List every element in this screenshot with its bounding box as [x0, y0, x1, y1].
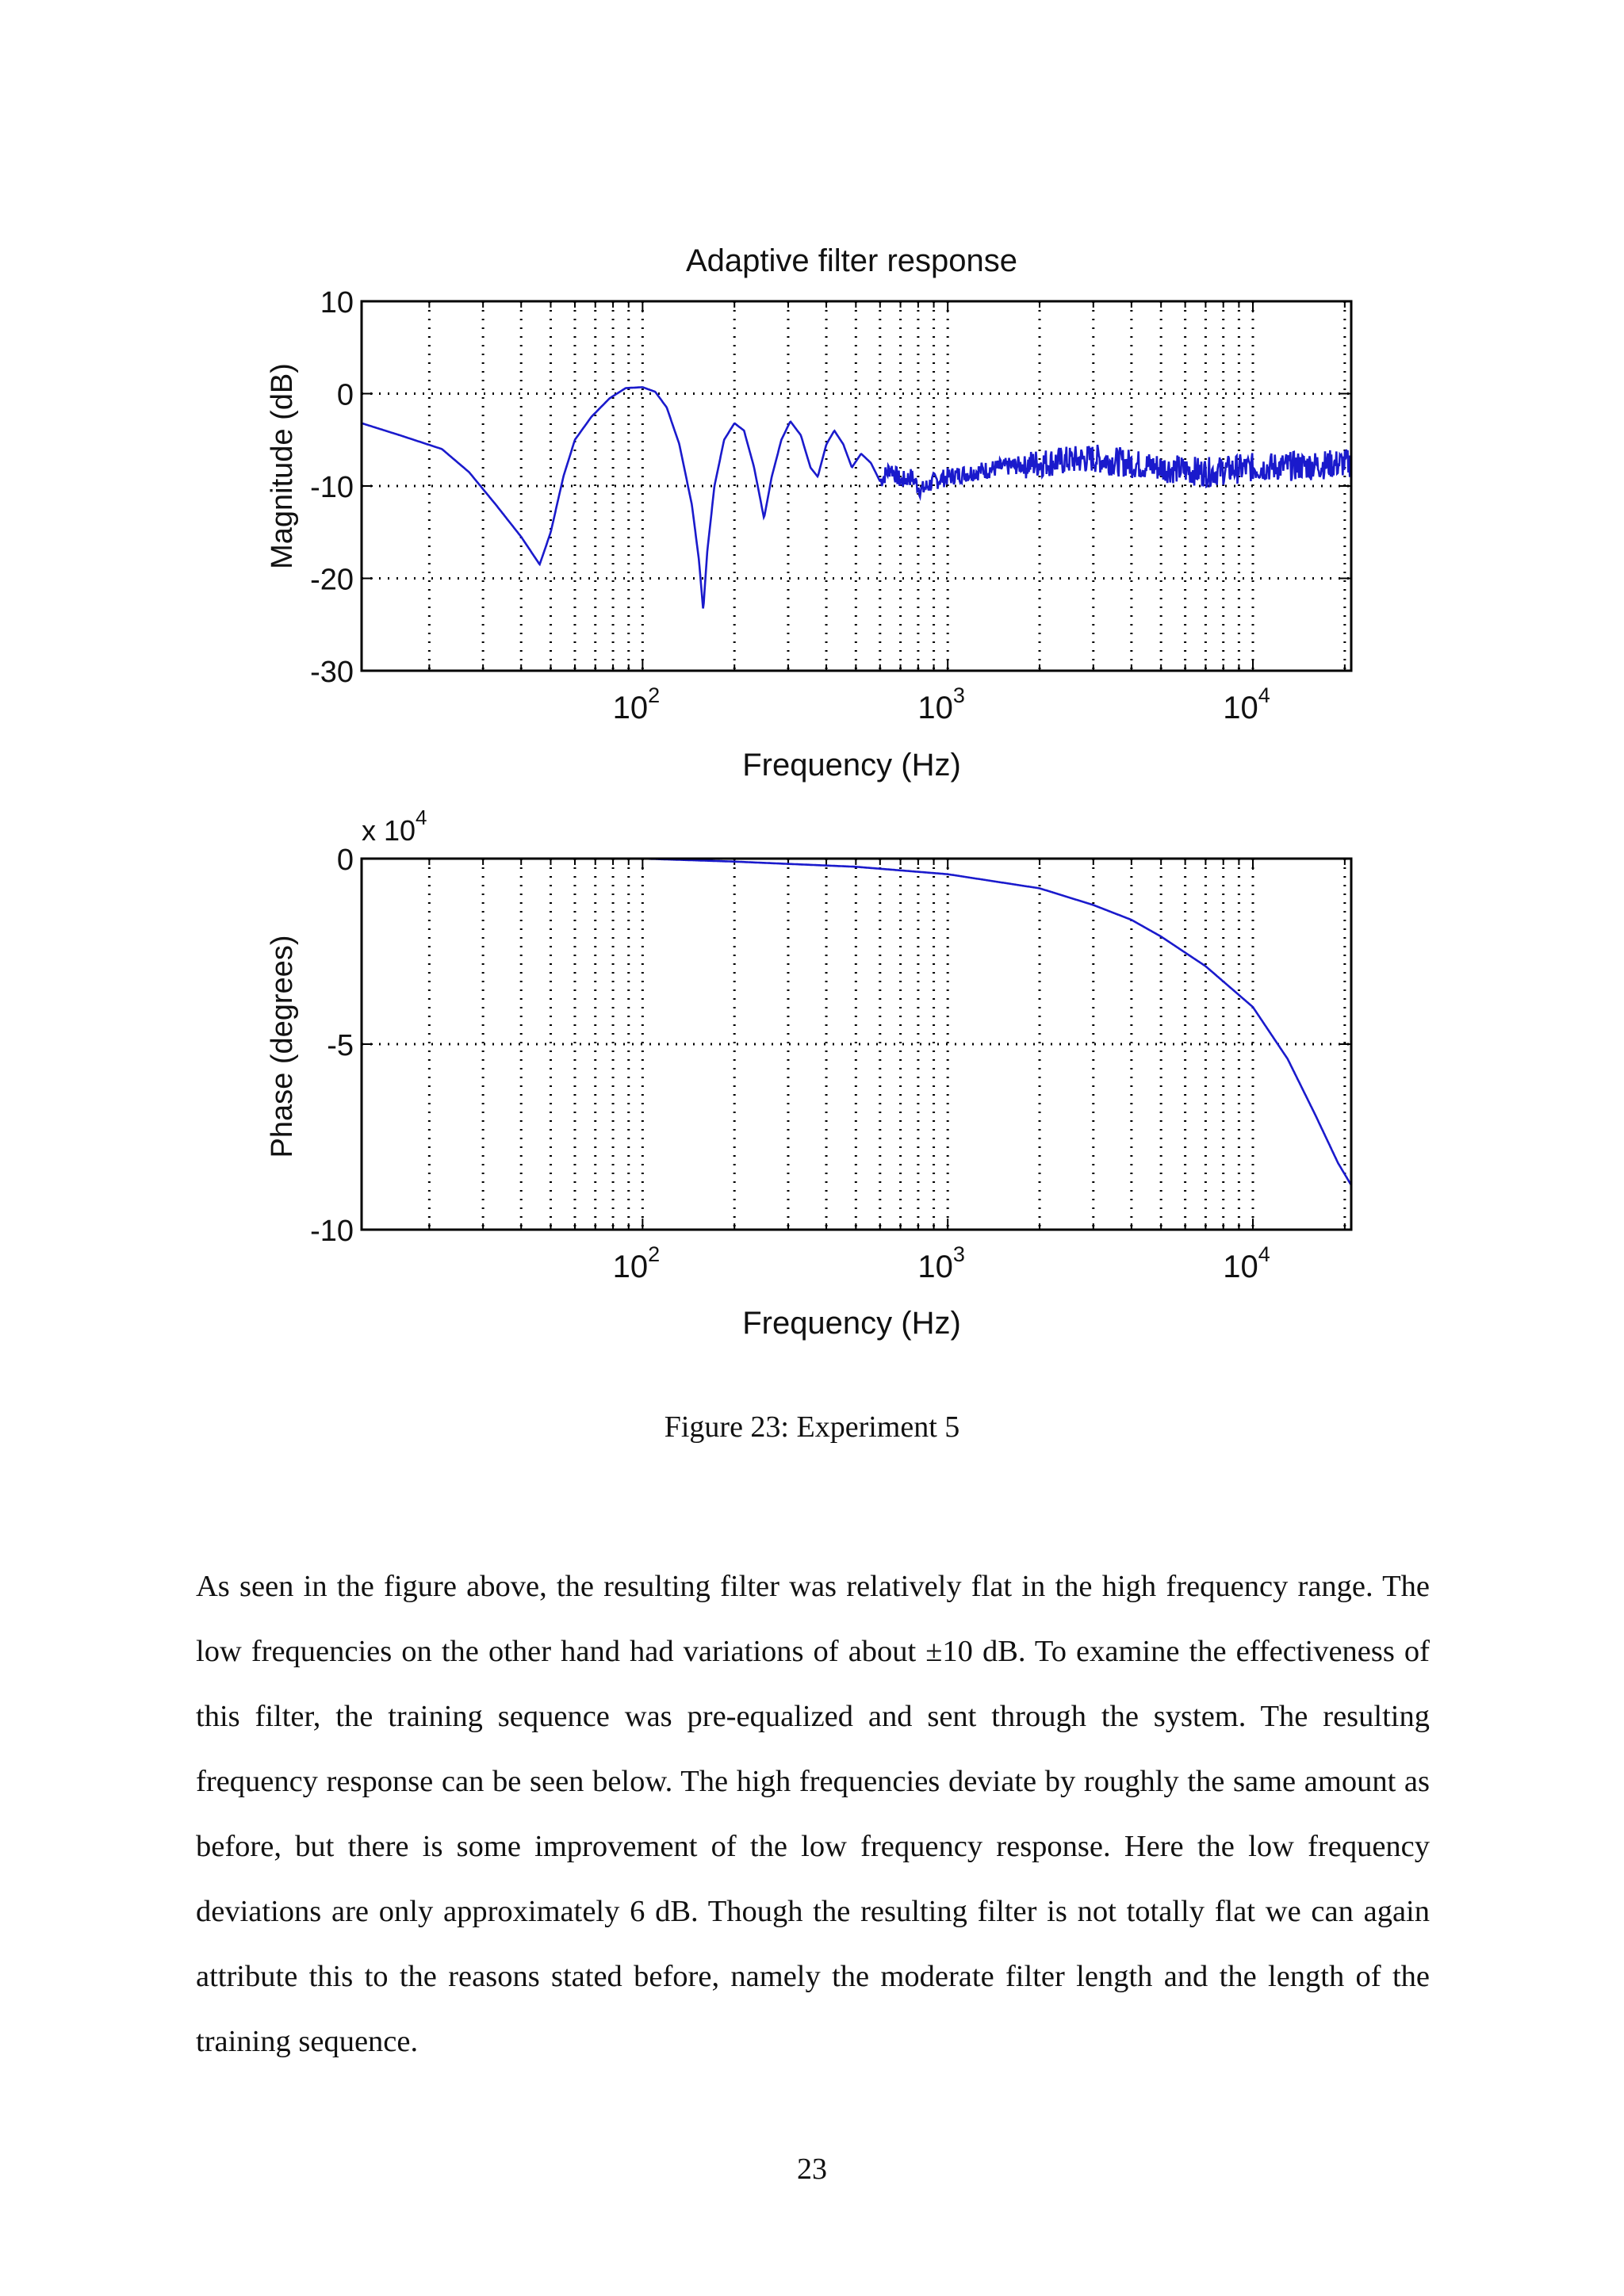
x-tick-label: $10^3$ [917, 683, 965, 725]
series-line [642, 859, 1351, 1185]
phase-y-ticks [310, 844, 354, 1248]
y-tick-label: 0 [336, 844, 354, 877]
phase-x-ticks [613, 1242, 1270, 1284]
magnitude-y-ticks [310, 286, 354, 689]
chart-title: Adaptive filter response [685, 243, 1018, 278]
x-tick-label: $10^2$ [612, 683, 661, 725]
x-tick-label: $10^3$ [917, 1242, 965, 1284]
magnitude-ylabel: Magnitude (dB) [266, 363, 299, 569]
x-tick-label: $10^2$ [612, 1242, 661, 1284]
x-tick-label: $10^4$ [1223, 683, 1270, 725]
y-tick-label: 10 [320, 286, 354, 320]
y-tick-label: -30 [310, 656, 354, 689]
phase-scale-multiplier [362, 806, 427, 847]
body-paragraph: As seen in the figure above, the resulting filter was relatively flat in the high frequency range. The low frequencies on the other hand had variations of about ±10 dB. To examine the effectiveness of this filter, the training sequence was pre-equalized and sent through the system. The resulting frequency response can be seen below. The high frequencies deviate by roughly the same amount as before, but there is some improvement of the low frequency response. Here the low frequency deviations are only approximately 6 dB. Though the resulting filter is not totally flat we can again attribute this to the reasons stated before, namely the moderate filter length and the length of the training sequence. [196, 1570, 1430, 2058]
figure-caption: Figure 23: Experiment 5 [664, 1410, 960, 1444]
x-tick-label: $10^4$ [1223, 1242, 1270, 1284]
phase-multiplier-base: x 10 [362, 814, 416, 847]
series-line [362, 387, 1351, 608]
phase-grid [362, 859, 1351, 1230]
svg-text:x 104 [362, 806, 427, 847]
y-tick-label: -10 [310, 1215, 354, 1248]
phase-ylabel: Phase (degrees) [266, 935, 299, 1158]
y-tick-label: -5 [327, 1029, 354, 1062]
y-tick-label: -20 [310, 563, 354, 597]
y-tick-label: -10 [310, 471, 354, 504]
magnitude-series [362, 387, 1351, 608]
phase-multiplier-exponent: 4 [416, 806, 427, 829]
phase-xlabel: Frequency (Hz) [742, 1306, 961, 1341]
magnitude-x-ticks [613, 683, 1270, 725]
magnitude-xlabel: Frequency (Hz) [742, 748, 961, 783]
page-number: 23 [797, 2152, 827, 2186]
y-tick-label: 0 [336, 378, 354, 412]
phase-series [642, 859, 1351, 1185]
